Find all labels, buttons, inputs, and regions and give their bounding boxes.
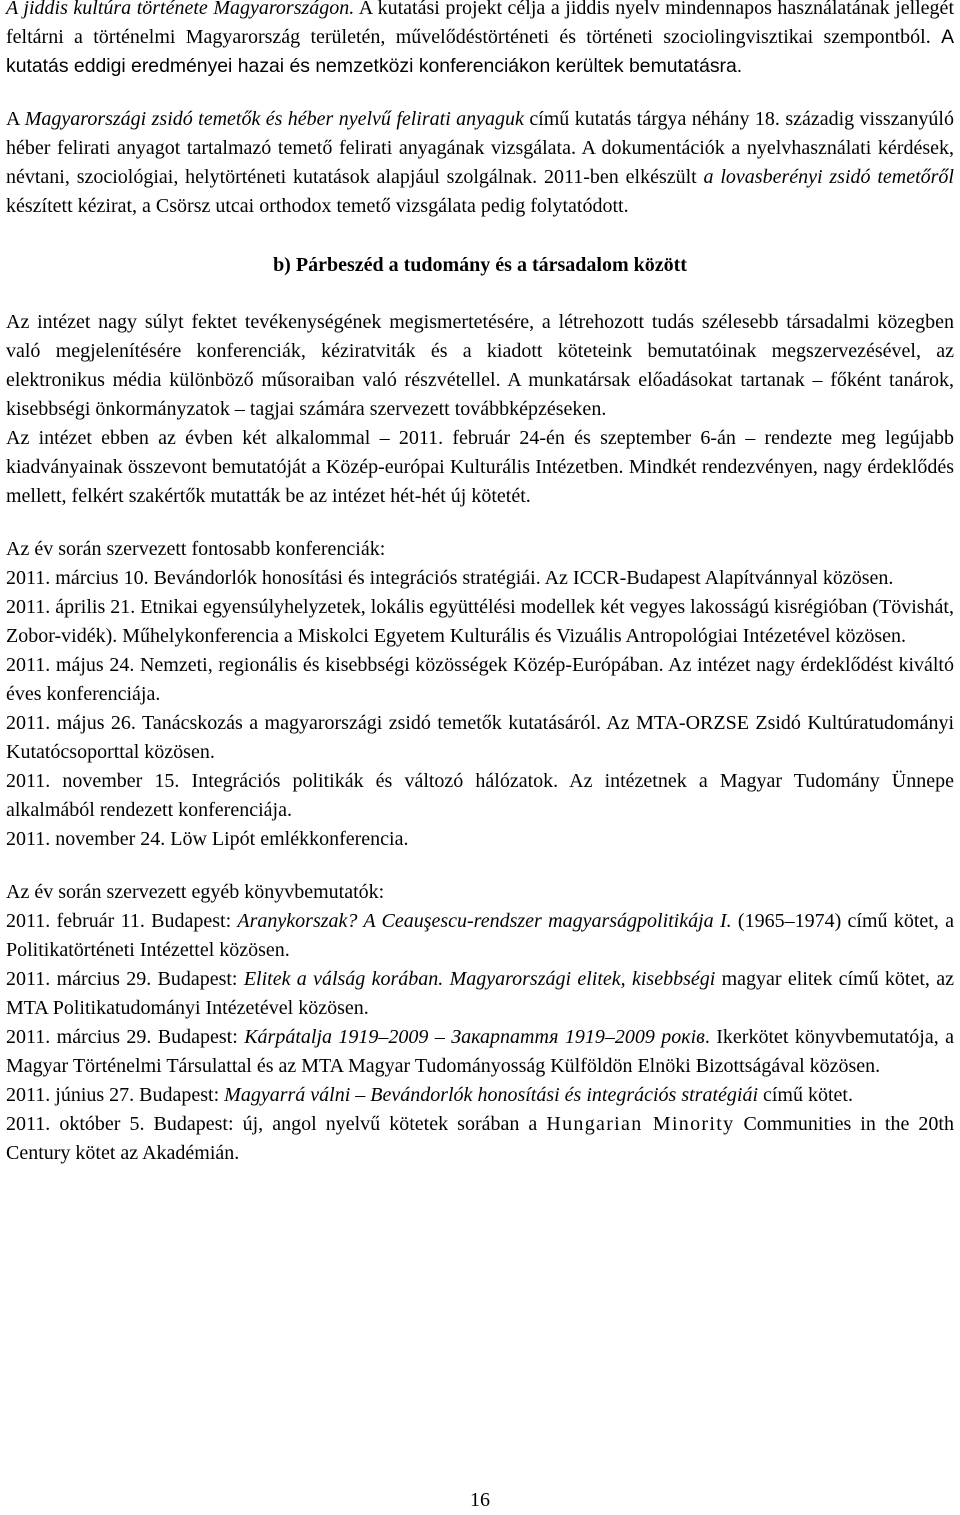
list-item: 2011. október 5. Budapest: új, angol nyelvű kötetek sorában a Hungarian Minority Communities in the 20th Century kötet az Akadémián. (6, 1113, 954, 1164)
list-item: 2011. március 29. Budapest: Elitek a válság korában. Magyarországi elitek, kisebbségi magyar elitek című kötet, az MTA Politikatudományi Intézetével közösen. (6, 968, 954, 1019)
list-item: 2011. február 11. Budapest: Aranykorszak? A Ceauşescu-rendszer magyarságpolitikája I. (1965–1974) című kötet, a Politikatörténeti Intézettel közösen. (6, 910, 954, 961)
paragraph-temetok: A Magyarországi zsidó temetők és héber nyelvű felirati anyaguk című kutatás tárgya néhány 18. századig visszanyúló héber felirati anyagot tartalmazó temető felirati anyagának vizsgálata. A dokumentációk a nyelvhasználati kérdések, névtani, szociológiai, helytörténeti kutatások alapjául szolgálnak. 2011-ben elkészült a lovasberényi zsidó temetőről készített kézirat, a Csörsz utcai orthodox temető vizsgálata pedig folytatódott. (6, 108, 954, 217)
paragraph-book-presentation: Az intézet ebben az évben két alkalommal – 2011. február 24-én és szeptember 6-án – rendezte meg legújabb kiadványainak összevont bemutatóját a Közép-európai Kulturális Intézetben. Mindkét rendezvényen, nagy érdeklődés mellett, felkért szakértők mutatták be az intézet hét-hét új kötetét. (6, 427, 954, 507)
document-page (6, 0, 954, 1168)
paragraph-dialogue: Az intézet nagy súlyt fektet tevékenységének megismertetésére, a létrehozott tudás szélesebb társadalmi közegben való megjelenítésére konferenciák, kéziratviták és a kiadott köteteink bemutatóinak megszervezésével, az elektronikus média különböző műsoraiban való részvétellel. A munkatársak előadásokat tartanak – főként tanárok, kisebbségi önkormányzatok – tagjai számára szervezett továbbképzéseken. (6, 311, 954, 420)
page-number: 16 (470, 1489, 490, 1511)
list-item: 2011. április 21. Etnikai egyensúlyhelyzetek, lokális együttélési modellek két vegyes lakosságú kisrégióban (Tövishát, Zobor-vidék). Műhelykonferencia a Miskolci Egyetem Kulturális és Vizuális Antropológiai Intézetével közösen. (6, 596, 954, 647)
list-item: 2011. március 10. Bevándorlók honosítási és integrációs stratégiái. Az ICCR-Budapest Alapítvánnyal közösen. (6, 567, 894, 589)
conference-list (6, 564, 954, 854)
list-item: 2011. november 15. Integrációs politikák és változó hálózatok. Az intézetnek a Magyar Tudomány Ünnepe alkalmából rendezett konferenciája. (6, 770, 954, 821)
conferences-heading: Az év során szervezett fontosabb konferenciák: (6, 538, 386, 560)
list-item: 2011. május 24. Nemzeti, regionális és kisebbségi közösségek Közép-Európában. Az intézet nagy érdeklődést kiváltó éves konferenciája. (6, 654, 954, 705)
section-heading: b) Párbeszéd a tudomány és a társadalom között (273, 254, 687, 276)
project-title-jiddis: A jiddis kultúra története Magyarországon. (6, 0, 355, 19)
paragraph-jiddis: A jiddis kultúra története Magyarországon. A kutatási projekt célja a jiddis nyelv mindennapos használatának jellegét feltárni a történelmi Magyarország területén, művelődéstörténeti és történeti szociolingvisztikai szempontból. A kutatás eddigi eredményei hazai és nemzetközi konferenciákon kerültek bemutatásra. (6, 0, 954, 81)
project-title-temetok: Magyarországi zsidó temetők és héber nyelvű felirati anyaguk (24, 108, 524, 130)
list-item: 2011. június 27. Budapest: Magyarrá válni – Bevándorlók honosítási és integrációs stratégiái című kötet. (6, 1084, 853, 1106)
list-item: 2011. november 24. Löw Lipót emlékkonferencia. (6, 828, 409, 850)
book-launches-heading: Az év során szervezett egyéb könyvbemutatók: (6, 881, 385, 903)
list-item: 2011. március 29. Budapest: Kárpátalja 1919–2009 – Закарпаття 1919–2009 років. Ikerkötet könyvbemutatója, a Magyar Történelmi Társulattal és az MTA Magyar Tudományosság Külföldön Elnöki Bizottságával közösen. (6, 1026, 955, 1077)
book-launch-list (6, 907, 954, 1168)
list-item: 2011. május 26. Tanácskozás a magyarországi zsidó temetők kutatásáról. Az MTA-ORZSE Zsidó Kultúratudományi Kutatócsoporttal közösen. (6, 712, 954, 763)
